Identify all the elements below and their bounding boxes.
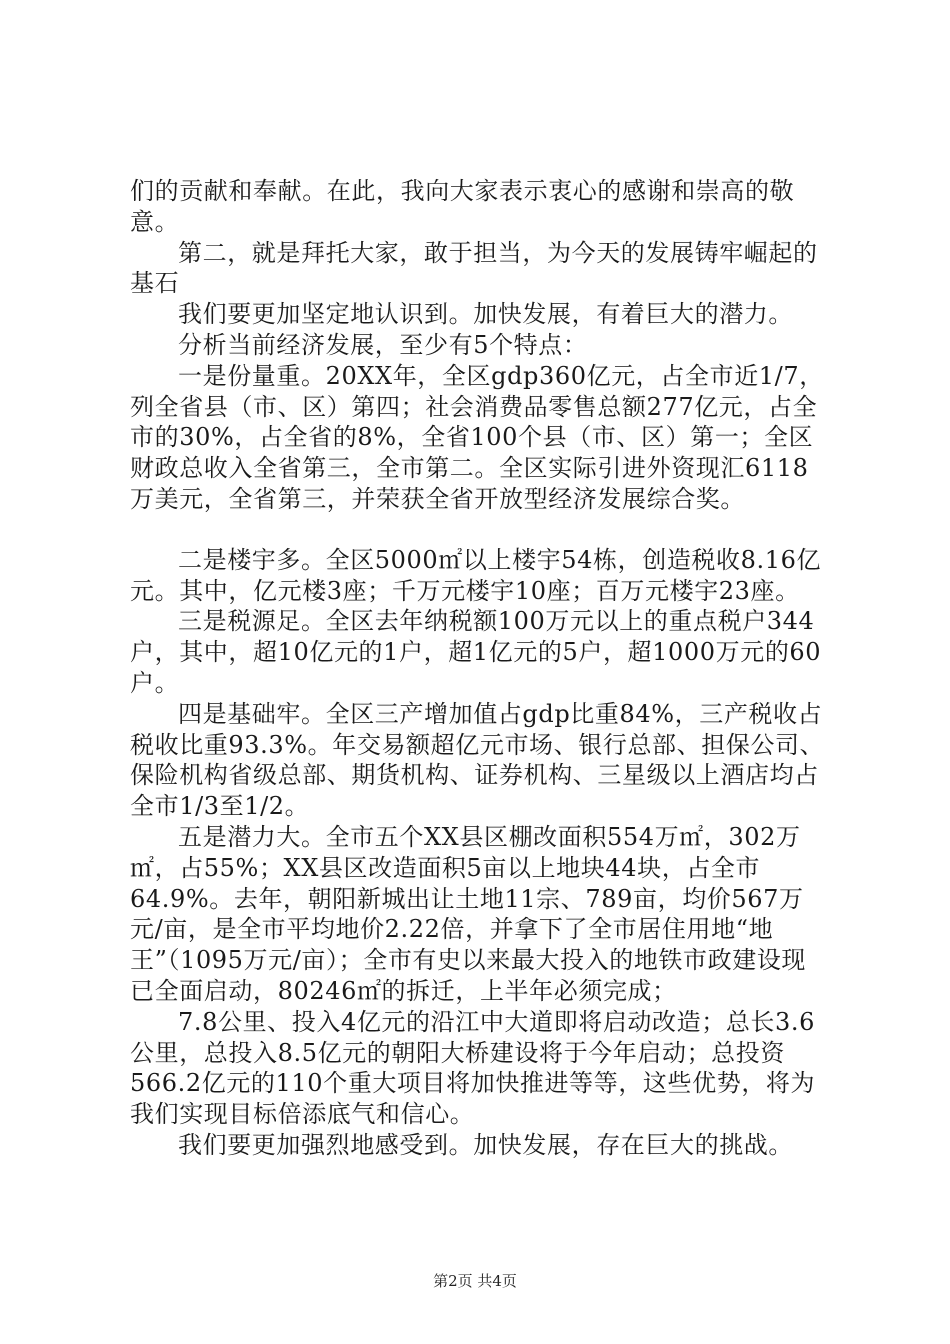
paragraph-11: 我们要更加强烈地感受到。加快发展，存在巨大的挑战。 [178,1130,793,1159]
paragraph-10: 7.8公里、投入4亿元的沿江中大道即将启动改造；总长3.6公里，总投入8.5亿元的朝阳大桥建设将于今年启动；总投资566.2亿元的110个重大项目将加快推进等等，这些优势，将为我们实现目标倍添底气和信心。 [130,1007,816,1129]
body-text [130,176,830,1161]
paragraph-5: 一是份量重。20XX年，全区gdp360亿元，占全市近1/7，列全省县（市、区）第四；社会消费品零售总额277亿元，占全市的30%，占全省的8%，全省100个县（市、区）第一；全区财政总收入全省第三，全市第二。全区实际引进外资现汇6118万美元，全省第三，并荣获全省开放型经济发展综合奖。 [130,361,824,513]
paragraph-6: 二是楼宇多。全区5000㎡以上楼宇54栋，创造税收8.16亿元。其中，亿元楼3座；千万元楼宇10座；百万元楼宇23座。 [130,545,822,605]
paragraph-2: 第二，就是拜托大家，敢于担当，为今天的发展铸牢崛起的基石 [130,238,818,298]
paragraph-1: 们的贡献和奉献。在此，我向大家表示衷心的感谢和崇高的敬意。 [130,177,795,236]
page-footer: 第2页 共4页 [433,1272,517,1290]
paragraph-9: 五是潜力大。全市五个XX县区棚改面积554万㎡，302万㎡，占55%；XX县区改造面积5亩以上地块44块，占全市64.9%。去年，朝阳新城出让土地11宗、789亩，均价567万元/亩，是全市平均地价2.22倍，并拿下了全市居住用地“地王”（1095万元/亩）；全市有史以来最大投入的地铁市政建设现已全面启动，80246㎡的拆迁，上半年必须完成； [130,822,807,1005]
paragraph-gap [130,515,830,545]
paragraph-3: 我们要更加坚定地认识到。加快发展，有着巨大的潜力。 [178,300,793,329]
paragraph-8: 四是基础牢。全区三产增加值占gdp比重84%，三产税收占税收比重93.3%。年交易额超亿元市场、银行总部、担保公司、保险机构省级总部、期货机构、证券机构、三星级以上酒店均占全市1/3至1/2。 [130,699,825,821]
paragraph-7: 三是税源足。全区去年纳税额100万元以上的重点税户344户，其中，超10亿元的1户，超1亿元的5户，超1000万元的60户。 [130,607,822,697]
paragraph-4: 分析当前经济发展，至少有5个特点： [178,330,588,359]
